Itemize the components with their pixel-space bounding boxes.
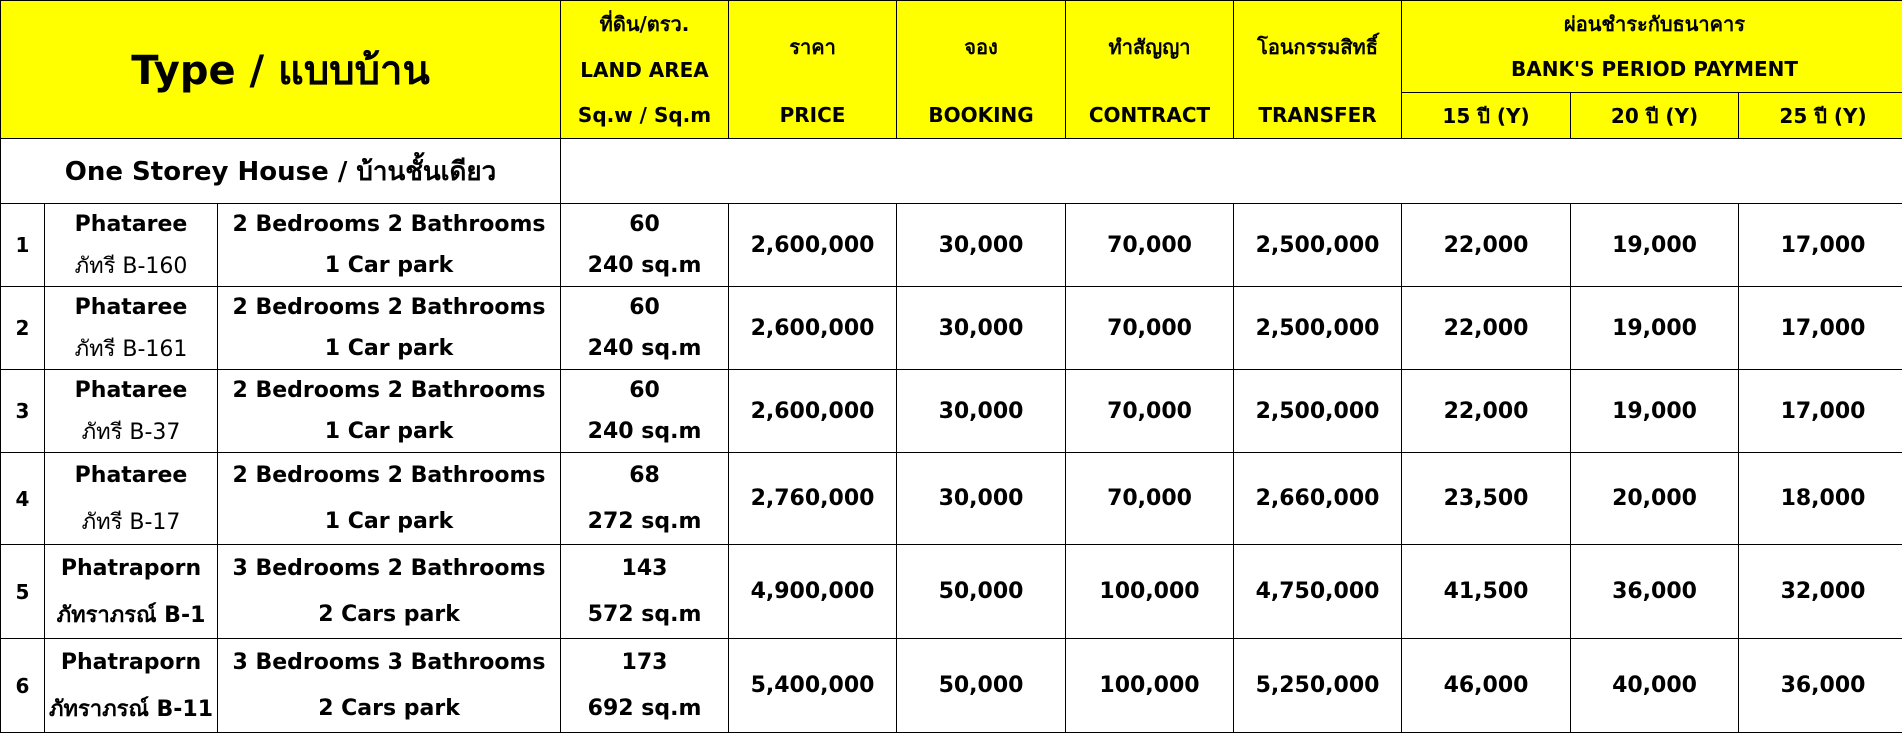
room-count: 2 Bedrooms 2 Bathrooms [218,370,561,412]
payment-15y-cell: 46,000 [1402,639,1571,733]
contract-cell: 70,000 [1066,453,1234,545]
payment-20y-cell: 36,000 [1571,545,1739,639]
land-sqm: 572 sq.m [561,592,729,639]
parking: 1 Car park [218,411,561,453]
contract-cell: 100,000 [1066,545,1234,639]
period-20y-header: 20 ปี (Y) [1571,93,1739,139]
payment-20y-cell: 19,000 [1571,204,1739,287]
section-row [1,139,1902,204]
contract-cell: 70,000 [1066,287,1234,370]
land-area-unit-header: Sq.w / Sq.m [561,93,729,139]
parking: 1 Car park [218,499,561,545]
room-count: 2 Bedrooms 2 Bathrooms [218,204,561,246]
booking-cell: 30,000 [897,453,1066,545]
land-sqw: 60 [561,370,729,412]
land-area-th-header: ที่ดิน/ตรว. [561,1,729,47]
row-number: 6 [1,639,45,733]
payment-15y-cell: 22,000 [1402,370,1571,453]
payment-25y-cell: 17,000 [1739,370,1902,453]
payment-25y-cell: 18,000 [1739,453,1902,545]
house-model: ภัทรี B-37 [45,411,218,453]
contract-cell: 70,000 [1066,370,1234,453]
payment-25y-cell: 17,000 [1739,204,1902,287]
bank-en-header: BANK'S PERIOD PAYMENT [1402,47,1902,93]
payment-25y-cell: 17,000 [1739,287,1902,370]
transfer-cell: 2,500,000 [1234,204,1402,287]
price-th-header: ราคา [729,1,897,93]
booking-cell: 50,000 [897,545,1066,639]
house-model: ภัทราภรณ์ B-1 [45,592,218,639]
parking: 1 Car park [218,245,561,287]
room-count: 2 Bedrooms 2 Bathrooms [218,287,561,329]
payment-15y-cell: 22,000 [1402,204,1571,287]
land-sqw: 68 [561,453,729,499]
booking-cell: 50,000 [897,639,1066,733]
room-count: 3 Bedrooms 3 Bathrooms [218,639,561,686]
transfer-cell: 4,750,000 [1234,545,1402,639]
table-row [1,287,1902,329]
table-row [1,204,1902,246]
payment-15y-cell: 23,500 [1402,453,1571,545]
room-count: 2 Bedrooms 2 Bathrooms [218,453,561,499]
parking: 2 Cars park [218,592,561,639]
price-cell: 4,900,000 [729,545,897,639]
row-number: 1 [1,204,45,287]
transfer-th-header: โอนกรรมสิทธิ์ [1234,1,1402,93]
house-name: Phataree [45,287,218,329]
table-row [1,545,1902,592]
section-title: One Storey House / บ้านชั้นเดียว [1,139,561,204]
house-model: ภัทรี B-160 [45,245,218,287]
payment-20y-cell: 19,000 [1571,370,1739,453]
period-15y-header: 15 ปี (Y) [1402,93,1571,139]
table-row [1,370,1902,412]
contract-cell: 70,000 [1066,204,1234,287]
land-sqm: 240 sq.m [561,411,729,453]
transfer-en-header: TRANSFER [1234,93,1402,139]
booking-cell: 30,000 [897,204,1066,287]
payment-25y-cell: 32,000 [1739,545,1902,639]
parking: 1 Car park [218,328,561,370]
price-cell: 2,600,000 [729,287,897,370]
contract-en-header: CONTRACT [1066,93,1234,139]
payment-20y-cell: 40,000 [1571,639,1739,733]
booking-th-header: จอง [897,1,1066,93]
price-en-header: PRICE [729,93,897,139]
header-row-1 [1,1,1902,47]
house-model: ภัทราภรณ์ B-11 [45,686,218,733]
payment-20y-cell: 20,000 [1571,453,1739,545]
transfer-cell: 2,660,000 [1234,453,1402,545]
section-blank [561,139,1902,204]
land-sqm: 272 sq.m [561,499,729,545]
type-header: Type / แบบบ้าน [1,1,561,139]
parking: 2 Cars park [218,686,561,733]
payment-15y-cell: 41,500 [1402,545,1571,639]
booking-cell: 30,000 [897,287,1066,370]
house-name: Phataree [45,204,218,246]
booking-en-header: BOOKING [897,93,1066,139]
house-name: Phatraporn [45,545,218,592]
price-cell: 2,760,000 [729,453,897,545]
row-number: 3 [1,370,45,453]
contract-th-header: ทำสัญญา [1066,1,1234,93]
period-25y-header: 25 ปี (Y) [1739,93,1902,139]
land-sqm: 240 sq.m [561,328,729,370]
price-cell: 2,600,000 [729,204,897,287]
house-model: ภัทรี B-161 [45,328,218,370]
transfer-cell: 2,500,000 [1234,370,1402,453]
price-cell: 2,600,000 [729,370,897,453]
payment-20y-cell: 19,000 [1571,287,1739,370]
land-sqm: 240 sq.m [561,245,729,287]
row-number: 5 [1,545,45,639]
contract-cell: 100,000 [1066,639,1234,733]
payment-15y-cell: 22,000 [1402,287,1571,370]
table-row [1,639,1902,686]
booking-cell: 30,000 [897,370,1066,453]
row-number: 2 [1,287,45,370]
room-count: 3 Bedrooms 2 Bathrooms [218,545,561,592]
row-number: 4 [1,453,45,545]
transfer-cell: 2,500,000 [1234,287,1402,370]
land-sqw: 143 [561,545,729,592]
house-name: Phatraporn [45,639,218,686]
house-name: Phataree [45,453,218,499]
land-area-en-header: LAND AREA [561,47,729,93]
table-row [1,453,1902,499]
payment-25y-cell: 36,000 [1739,639,1902,733]
land-sqw: 60 [561,287,729,329]
bank-th-header: ผ่อนชำระกับธนาคาร [1402,1,1902,47]
land-sqw: 60 [561,204,729,246]
house-model: ภัทรี B-17 [45,499,218,545]
house-name: Phataree [45,370,218,412]
transfer-cell: 5,250,000 [1234,639,1402,733]
price-cell: 5,400,000 [729,639,897,733]
land-sqw: 173 [561,639,729,686]
land-sqm: 692 sq.m [561,686,729,733]
